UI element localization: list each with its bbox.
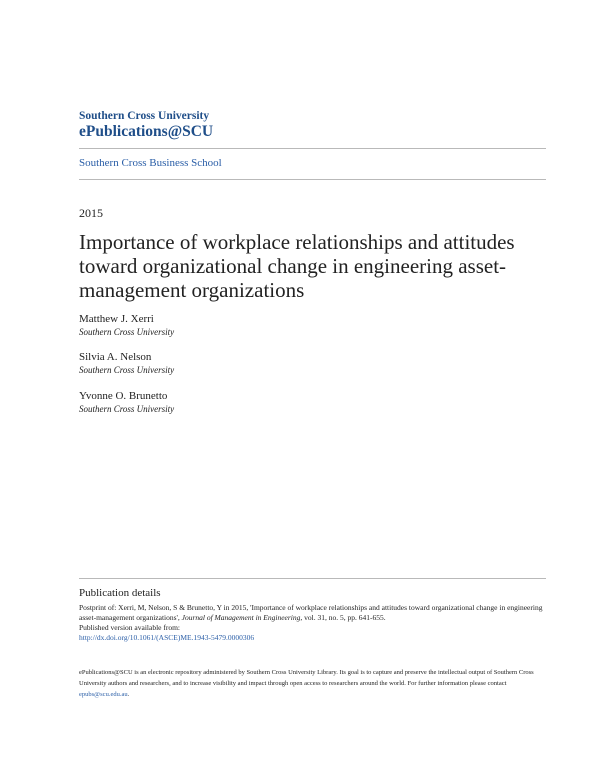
footer-end: . [127,691,130,698]
school-link[interactable]: Southern Cross Business School [79,157,222,169]
repository-name[interactable]: ePublications@SCU [79,123,214,140]
publication-year: 2015 [79,206,103,220]
author-name[interactable]: Yvonne O. Brunetto [79,390,168,402]
doi-link[interactable]: http://dx.doi.org/10.1061/(ASCE)ME.1943-5479.0000306 [79,633,255,642]
divider-bottom [79,179,546,180]
citation-text: Postprint of: Xerri, M, Nelson, S & Brunetto, Y in 2015, 'Importance of workplace relationships and attitudes toward organizational change in engineering asset-management organizations', [79,603,543,622]
publication-details [79,603,547,643]
contact-email-link[interactable]: epubs@scu.edu.au [79,691,128,698]
author-block [79,312,174,338]
repository-brand[interactable] [79,109,213,141]
author-name[interactable]: Silvia A. Nelson [79,351,152,363]
author-affiliation: Southern Cross University [79,365,175,375]
author-name[interactable]: Matthew J. Xerri [79,313,154,325]
footer-text: ePublications@SCU is an electronic repository administered by Southern Cross University Library. Its goal is to capture and preserve the intellectual output of Southern Cross University authors and researchers, and to increase visibility and impact through open access to researchers around the world. For further information please contact [79,669,534,687]
citation-suffix: , vol. 31, no. 5, pp. 641-655. [300,613,386,622]
repository-footer [79,667,547,700]
divider-publication [79,578,546,579]
divider-top [79,148,546,149]
paper-title: Importance of workplace relationships and attitudes toward organizational change in engineering asset-management organizations [79,230,515,302]
version-label: Published version available from: [79,623,181,632]
author-block [79,389,174,415]
author-affiliation: Southern Cross University [79,327,175,337]
journal-name: Journal of Management in Engineering [181,613,301,622]
publication-heading: Publication details [79,587,161,599]
author-block [79,350,174,376]
university-name[interactable]: Southern Cross University [79,110,210,122]
author-affiliation: Southern Cross University [79,404,175,414]
